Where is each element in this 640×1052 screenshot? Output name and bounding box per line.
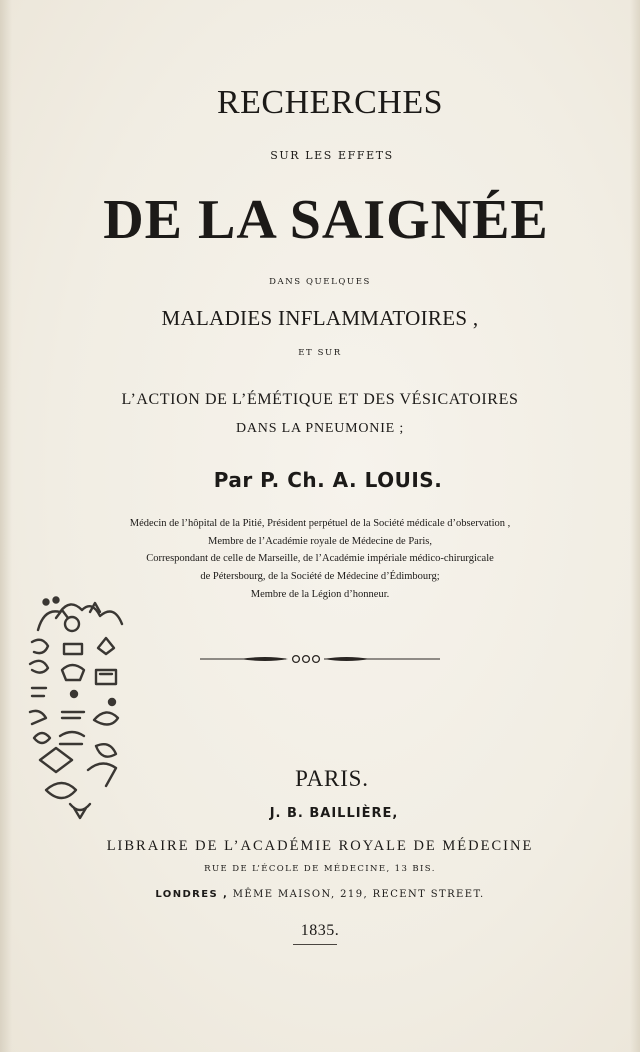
imprint-london — [0, 889, 640, 900]
author-line: Par P. Ch. A. LOUIS. — [213, 468, 443, 492]
title-action-emetique: L’ACTION DE L’ÉMÉTIQUE ET DES VÉSICATOIRES — [121, 391, 519, 408]
imprint-city: PARIS. — [295, 766, 369, 791]
imprint-year: 1835. — [300, 922, 340, 939]
author-bio-line: de Pétersbourg, de la Société de Médecine d’Édimbourg; — [200, 571, 440, 582]
author-bio-line: Médecin de l’hôpital de la Pitié, Président perpétuel de la Société médicale d’observation , — [129, 518, 511, 529]
author-bio-line: Correspondant de celle de Marseille, de l’Académie impériale médico-chirurgicale — [146, 553, 494, 564]
subtitle-et-sur: ET SUR — [298, 348, 342, 358]
subtitle-dans-quelques: DANS QUELQUES — [269, 277, 371, 287]
imprint-london-address: MÊME MAISON, 219, RECENT STREET. — [232, 889, 485, 900]
ornamental-rule-icon — [200, 652, 440, 666]
imprint-london-city: LONDRES , — [155, 889, 229, 900]
subtitle-sur-les-effets: SUR LES EFFETS — [270, 149, 394, 162]
closing-rule — [293, 944, 337, 945]
title-recherches: RECHERCHES — [216, 84, 444, 121]
imprint-librairie: LIBRAIRE DE L’ACADÉMIE ROYALE DE MÉDECINE — [106, 838, 534, 854]
title-maladies: MALADIES INFLAMMATOIRES , — [161, 306, 479, 330]
title-pneumonie: DANS LA PNEUMONIE ; — [235, 421, 405, 436]
author-bio-line: Membre de la Légion d’honneur. — [250, 589, 390, 600]
author-bio-line: Membre de l’Académie royale de Médecine de Paris, — [208, 536, 432, 547]
imprint-address: RUE DE L’ÉCOLE DE MÉDECINE, 13 BIS. — [204, 864, 436, 874]
title-de-la-saignee: DE LA SAIGNÉE — [103, 189, 549, 251]
imprint-publisher: J. B. BAILLIÈRE, — [269, 806, 399, 821]
